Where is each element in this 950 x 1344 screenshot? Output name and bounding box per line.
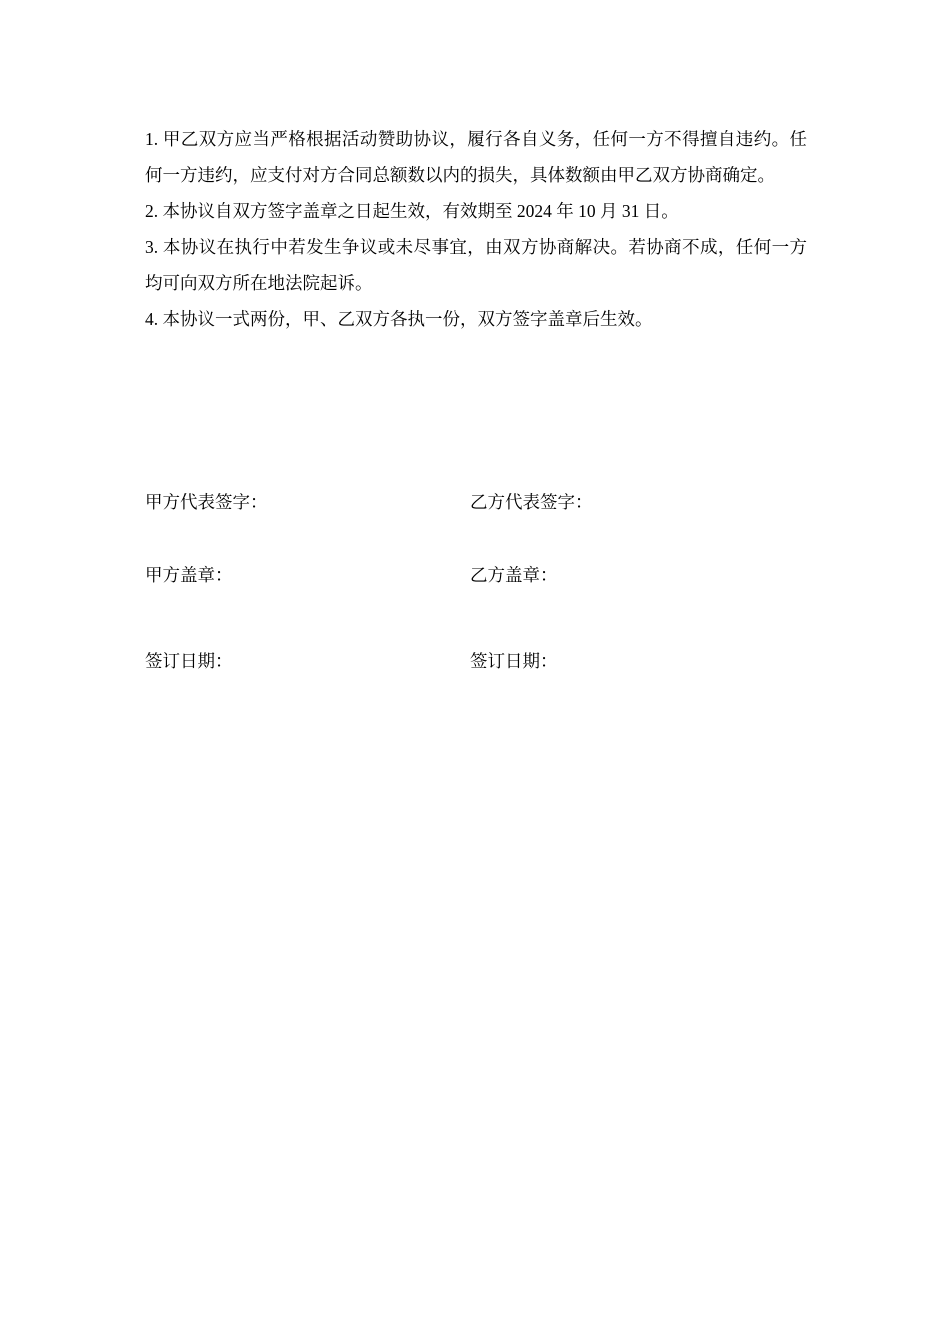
clause-1: 1. 甲乙双方应当严格根据活动赞助协议，履行各自义务，任何一方不得擅自违约。任何一方违约，应支付对方合同总额数以内的损失，具体数额由甲乙双方协商确定。 [145, 129, 807, 185]
agreement-clauses [145, 121, 807, 337]
clause-2: 2. 本协议自双方签字盖章之日起生效，有效期至 2024 年 10 月 31 日。 [145, 201, 679, 221]
party-b-representative-signature-label: 乙方代表签字： [470, 492, 593, 512]
clause-3: 3. 本协议在执行中若发生争议或未尽事宜，由双方协商解决。若协商不成，任何一方均可向双方所在地法院起诉。 [145, 237, 807, 293]
party-a-seal-label: 甲方盖章： [145, 565, 233, 585]
party-a-signing-date-label: 签订日期： [145, 651, 233, 671]
clause-4: 4. 本协议一式两份，甲、乙双方各执一份，双方签字盖章后生效。 [145, 309, 653, 329]
party-b-signing-date-label: 签订日期： [470, 651, 558, 671]
party-b-seal-label: 乙方盖章： [470, 565, 558, 585]
party-a-representative-signature-label: 甲方代表签字： [145, 492, 268, 512]
